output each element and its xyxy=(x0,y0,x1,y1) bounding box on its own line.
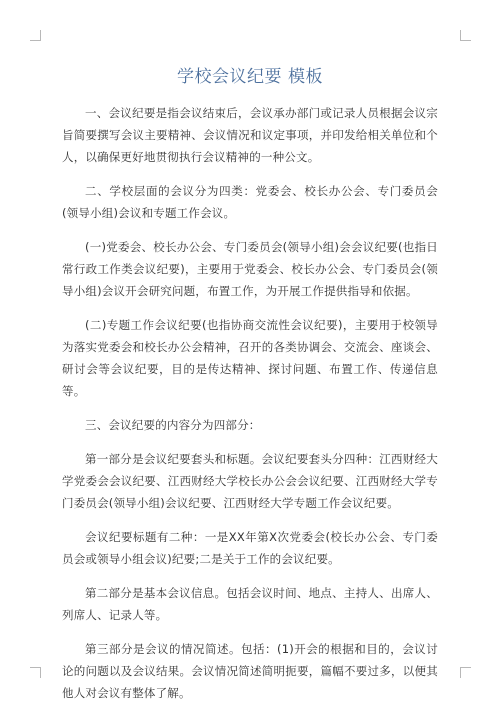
document-body xyxy=(62,102,438,704)
paragraph-part-two: 第二部分是基本会议信息。包括会议时间、地点、主持人、出席人、列席人、记录人等。 xyxy=(62,586,438,622)
crop-mark-top-left xyxy=(30,30,41,41)
paragraph-definition: 一、会议纪要是指会议结束后，会议承办部门或记录人员根据会议宗旨简要撰写会议主要精神、会议情况和议定事项，并印发给相关单位和个人，以确保更好地贯彻执行会议精神的一种公文。 xyxy=(62,106,438,164)
paragraph-part-one: 第一部分是会议纪要套头和标题。会议纪要套头分四种：江西财经大学党委会会议纪要、江西财经大学校长办公会会议纪要、江西财经大学专门委员会(领导小组)会议纪要、江西财经大学专题工作会议纪要。 xyxy=(62,452,438,510)
paragraph-title-types: 会议纪要标题有二种：一是XX年第X次党委会(校长办公会、专门委员会或领导小组会议)纪要;二是关于工作的会议纪要。 xyxy=(62,530,438,566)
crop-mark-top-right xyxy=(460,30,471,41)
paragraph-meeting-categories: 二、学校层面的会议分为四类：党委会、校长办公会、专门委员会(领导小组)会议和专题工作会议。 xyxy=(62,184,438,220)
paragraph-part-three: 第三部分是会议的情况简述。包括：(1)开会的根据和目的，会议讨论的问题以及会议结果。会议情况简述简明扼要，篇幅不要过多，以便其他人对会议有整体了解。 xyxy=(62,642,438,700)
crop-mark-bottom-left xyxy=(30,667,41,678)
document-title: 学校会议纪要 模板 xyxy=(177,67,323,87)
paragraph-topic-minutes: (二)专题工作会议纪要(也指协商交流性会议纪要)，主要用于校领导为落实党委会和校长办公会精神，召开的各类协调会、交流会、座谈会、研讨会等会议纪要，目的是传达精神、探讨问题、布置工作、传递信息等。 xyxy=(62,318,438,398)
crop-mark-bottom-right xyxy=(460,667,471,678)
paragraph-content-parts: 三、会议纪要的内容分为四部分： xyxy=(85,418,261,432)
paragraph-admin-minutes: (一)党委会、校长办公会、专门委员会(领导小组)会会议纪要(也指日常行政工作类会议纪要)，主要用于党委会、校长办公会、专门委员会(领导小组)会议开会研究问题，布置工作，为开展工作提供指导和依据。 xyxy=(62,240,438,298)
